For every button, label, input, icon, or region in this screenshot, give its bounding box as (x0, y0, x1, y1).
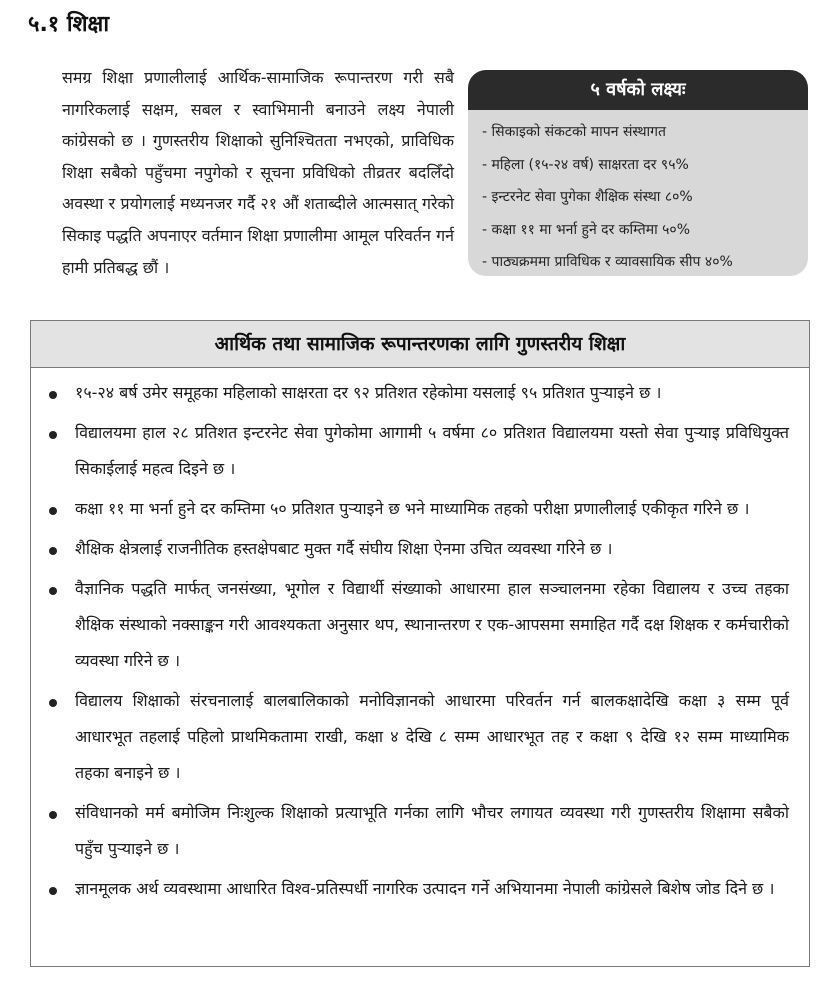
goal-item: - महिला (१५-२४ वर्ष) साक्षरता दर ९५% (482, 149, 808, 182)
box-title: आर्थिक तथा सामाजिक रूपान्तरणका लागि गुणस्तरीय शिक्षा (31, 321, 809, 368)
bullet-item: शैक्षिक क्षेत्रलाई राजनीतिक हस्तक्षेपबाट मुक्त गर्दै संघीय शिक्षा ऐनमा उचित व्यवस्था गरिने छ । (31, 531, 809, 567)
quality-education-box (30, 320, 810, 967)
section-heading: ५.१ शिक्षा (28, 12, 110, 37)
goal-item: - कक्षा ११ मा भर्ना हुने दर कम्तिमा ५०% (482, 214, 808, 247)
bullet-item: संविधानको मर्म बमोजिम निःशुल्क शिक्षाको प्रत्याभूति गर्नका लागि भौचर लगायत व्यवस्था गरी गुणस्तरीय शिक्षामा सबैको पहुँच पुर्‍याइने छ । (31, 795, 809, 867)
goal-item: - पाठ्यक्रममा प्राविधिक र व्यावसायिक सीप ४०% (482, 246, 808, 276)
goal-item: - इन्टरनेट सेवा पुगेका शैक्षिक संस्था ८०% (482, 181, 808, 214)
intro-text (62, 62, 454, 283)
bullet-item: विद्यालयमा हाल २८ प्रतिशत इन्टरनेट सेवा पुगेकोमा आगामी ५ वर्षमा ८० प्रतिशत विद्यालयमा यस्तो सेवा पुर्‍याइ प्रविधियुक्त सिकाईलाई महत्व दिइने छ । (31, 415, 809, 487)
bullet-item: ज्ञानमूलक अर्थ व्यवस्थामा आधारित विश्व-प्रतिस्पर्धी नागरिक उत्पादन गर्ने अभियानमा नेपाली कांग्रेसले बिशेष जोड दिने छ । (31, 871, 809, 907)
goal-item: - सिकाइको संकटको मापन संस्थागत (482, 116, 808, 149)
bullet-list (31, 375, 809, 907)
intro-paragraph: समग्र शिक्षा प्रणालीलाई आर्थिक-सामाजिक रूपान्तरण गरी सबै नागरिकलाई सक्षम, सबल र स्वाभिमानी बनाउने लक्ष्य नेपाली कांग्रेसको छ । गुणस्तरीय शिक्षाको सुनिश्चितता नभएको, प्राविधिक शिक्षा सबैको पहुँचमा नपुगेको र सूचना प्रविधिको तीव्रतर बदलिँदो अवस्था र प्रयोगलाई मध्यनजर गर्दै २१ औं शताब्दीले आत्मसात् गरेको सिकाइ पद्धति अपनाएर वर्तमान शिक्षा प्रणालीमा आमूल परिवर्तन गर्न हामी प्रतिबद्ध छौं । (62, 68, 454, 277)
bullet-item: वैज्ञानिक पद्धति मार्फत् जनसंख्या, भूगोल र विद्यार्थी संख्याको आधारमा हाल सञ्चालनमा रहेका विद्यालय र उच्च तहका शैक्षिक संस्थाको नक्साङ्कन गरी आवश्यकता अनुसार थप, स्थानान्तरण र एक-आपसमा समाहित गर्दै दक्ष शिक्षक र कर्मचारीको व्यवस्था गरिने छ । (31, 571, 809, 679)
five-year-goals-box (468, 70, 808, 276)
bullet-item: विद्यालय शिक्षाको संरचनालाई बालबालिकाको मनोविज्ञानको आधारमा परिवर्तन गर्न बालकक्षादेखि कक्षा ३ सम्म पूर्व आधारभूत तहलाई पहिलो प्राथमिकतामा राखी, कक्षा ४ देखि ८ सम्म आधारभूत तह र कक्षा ९ देखि १२ सम्म माध्यामिक तहका बनाइने छ । (31, 683, 809, 791)
bullet-item: कक्षा ११ मा भर्ना हुने दर कम्तिमा ५० प्रतिशत पुर्‍याइने छ भने माध्यामिक तहको परीक्षा प्रणालीलाई एकीकृत गरिने छ । (31, 491, 809, 527)
goals-list (468, 110, 808, 276)
bullet-item: १५-२४ बर्ष उमेर समूहका महिलाको साक्षरता दर ९२ प्रतिशत रहेकोमा यसलाई ९५ प्रतिशत पुर्‍याइने छ । (31, 375, 809, 411)
goals-title: ५ वर्षको लक्ष्यः (468, 70, 808, 110)
